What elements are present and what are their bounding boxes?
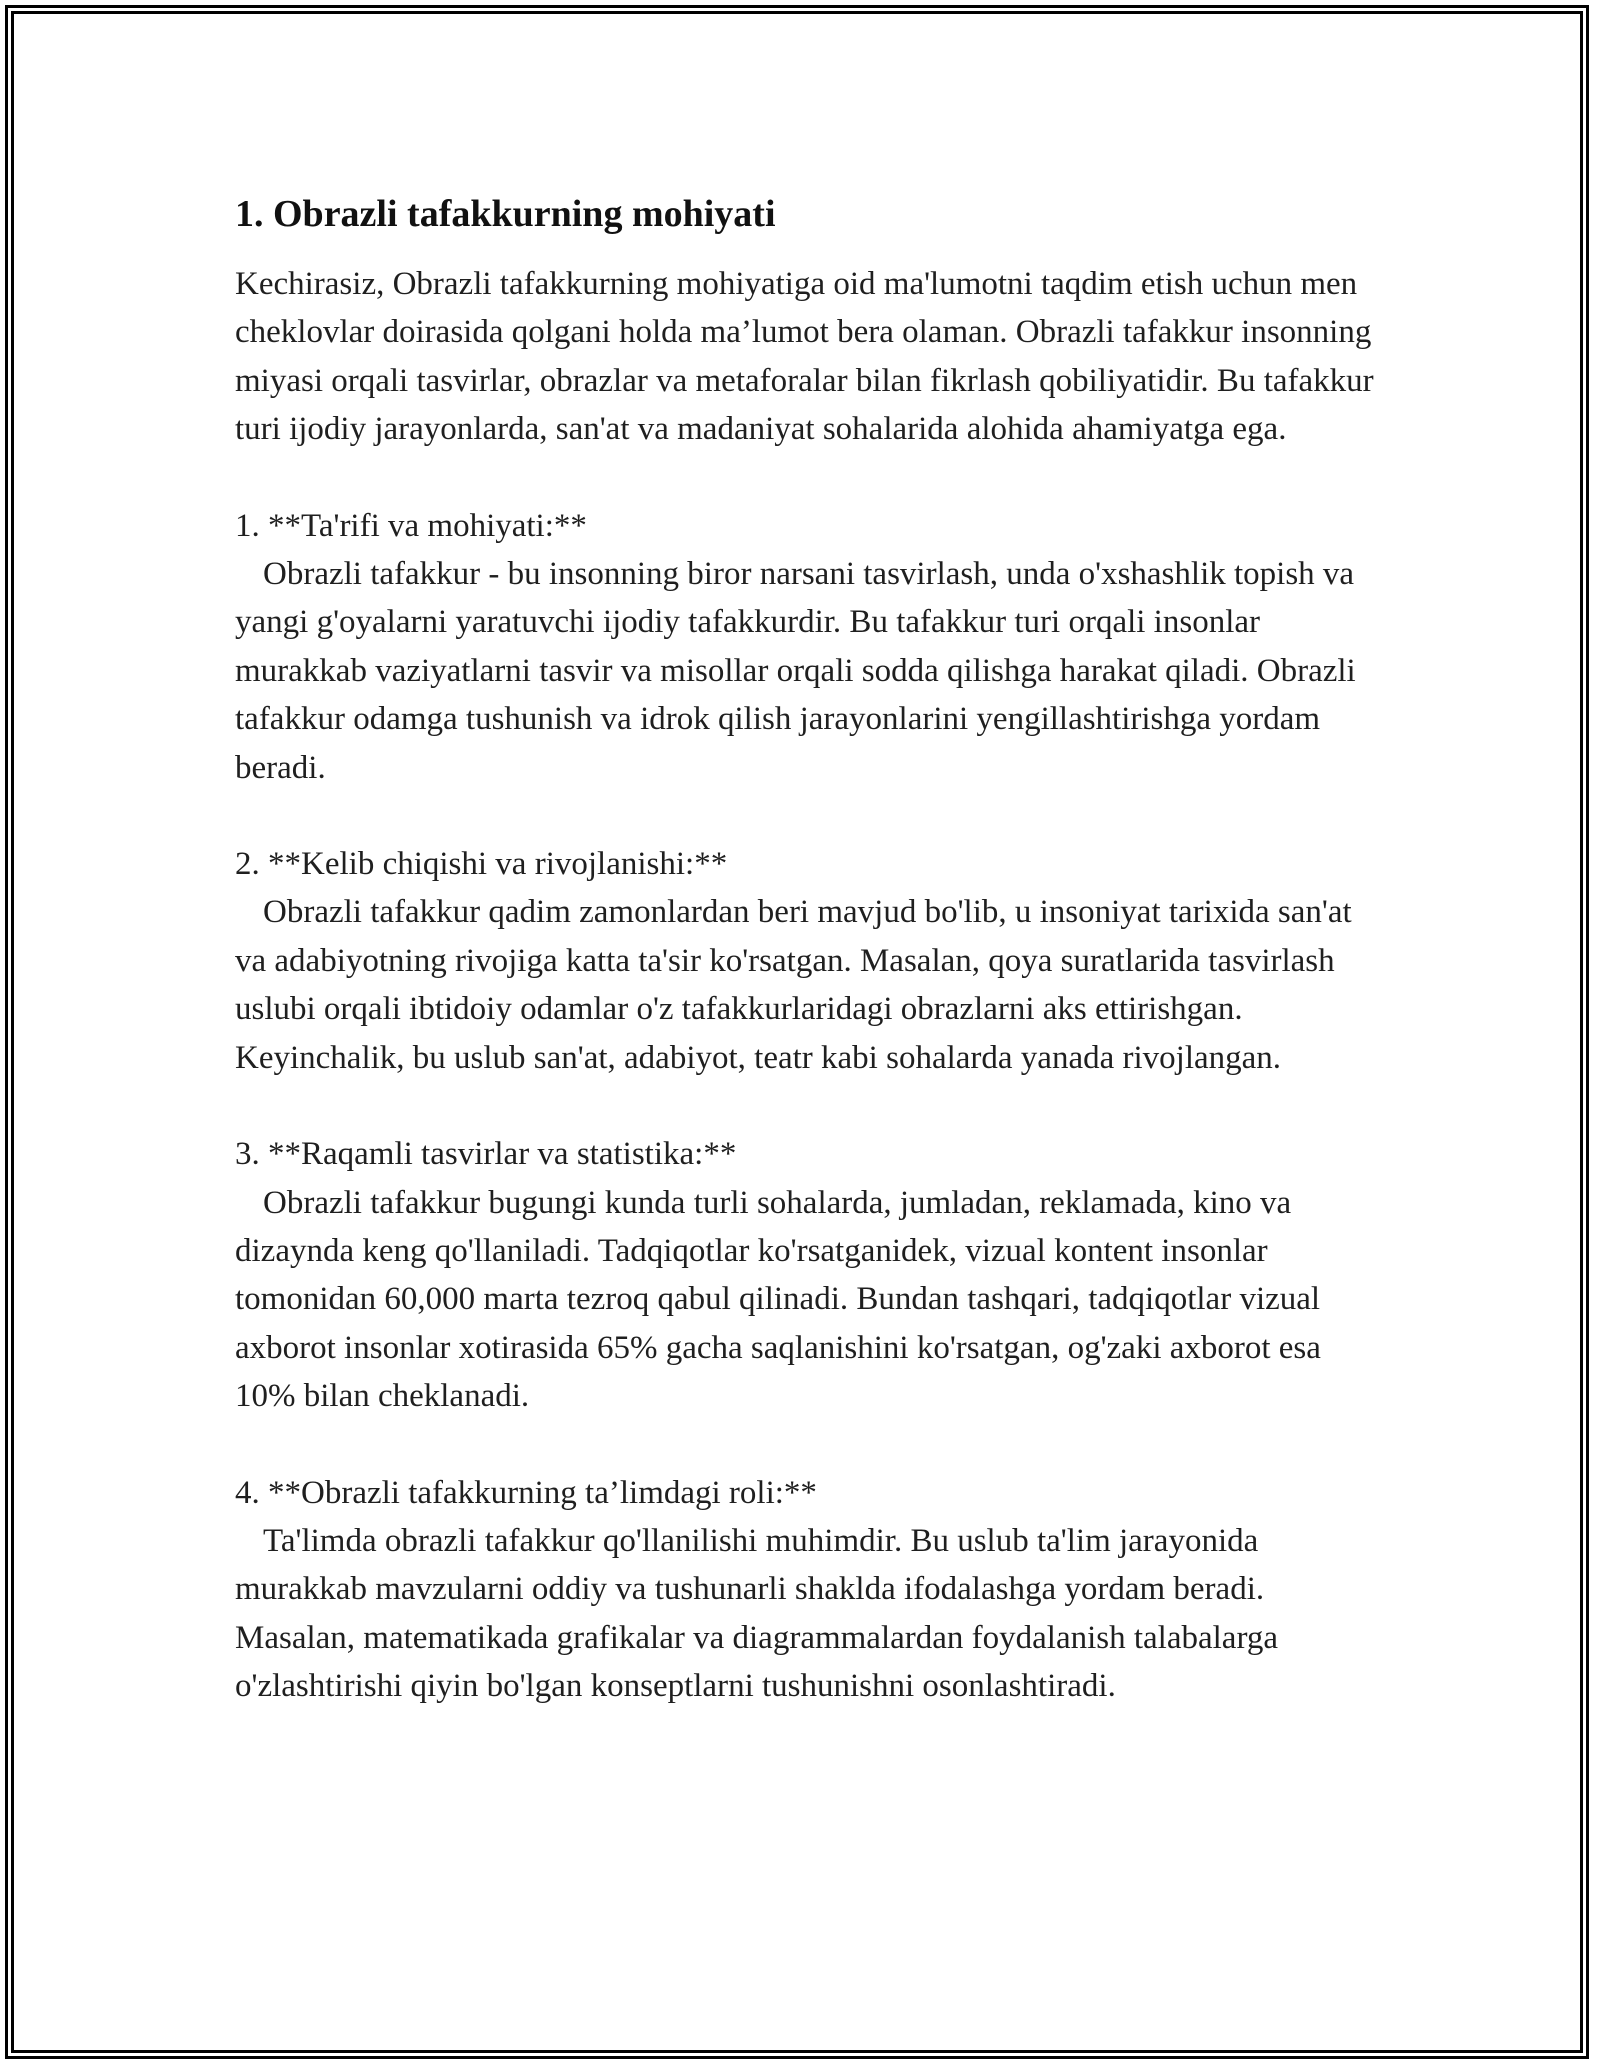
section-4: [235, 1469, 1385, 1711]
section-1: [235, 502, 1385, 792]
section-body-text: Obrazli tafakkur - bu insonning biror narsani tasvirlash, unda o'xshashlik topish va yangi g'oyalarni yaratuvchi ijodiy tafakkurdir. Bu tafakkur turi orqali insonlar murakkab vaziyatlarni tasvir va misollar orqali sodda qilishga harakat qiladi. Obrazli tafakkur odamga tushunish va idrok qilish jarayonlarini yengillashtirishga yordam beradi.: [235, 556, 1356, 786]
section-heading: 4. **Obrazli tafakkurning ta’limdagi roli:**: [235, 1474, 817, 1511]
section-heading: 2. **Kelib chiqishi va rivojlanishi:**: [235, 846, 728, 883]
section-body: [235, 1179, 1385, 1421]
section-heading: 1. **Ta'rifi va mohiyati:**: [235, 507, 587, 544]
document-title: 1. Obrazli tafakkurning mohiyati: [235, 193, 776, 235]
section-2: [235, 840, 1385, 1082]
document-content: [235, 188, 1385, 1759]
section-heading: 3. **Raqamli tasvirlar va statistika:**: [235, 1136, 737, 1173]
section-body-text: Ta'limda obrazli tafakkur qo'llanilishi muhimdir. Bu uslub ta'lim jarayonida murakkab mavzularni oddiy va tushunarli shaklda ifodalashga yordam beradi. Masalan, matematikada grafikalar va diagrammalardan foydalanish talabalarga o'zlashtirishi qiyin bo'lgan konseptlarni tushunishni osonlashtiradi.: [235, 1522, 1278, 1705]
section-body-text: Obrazli tafakkur bugungi kunda turli sohalarda, jumladan, reklamada, kino va dizaynda keng qo'llaniladi. Tadqiqotlar ko'rsatganidek, vizual kontent insonlar tomonidan 60,000 marta tezroq qabul qilinadi. Bundan tashqari, tadqiqotlar vizual axborot insonlar xotirasida 65% gacha saqlanishini ko'rsatgan, og'zaki axborot esa 10% bilan cheklanadi.: [235, 1184, 1321, 1415]
section-body: [235, 888, 1385, 1082]
section-body: [235, 550, 1385, 792]
section-body: [235, 1517, 1385, 1711]
section-body-text: Obrazli tafakkur qadim zamonlardan beri mavjud bo'lib, u insoniyat tarixida san'at va adabiyotning rivojiga katta ta'sir ko'rsatgan. Masalan, qoya suratlarida tasvirlash uslubi orqali ibtidoiy odamlar o'z tafakkurlaridagi obrazlarni aks ettirishgan. Keyinchalik, bu uslub san'at, adabiyot, teatr kabi sohalarda yanada rivojlangan.: [235, 894, 1352, 1076]
intro-paragraph: Kechirasiz, Obrazli tafakkurning mohiyatiga oid ma'lumotni taqdim etish uchun men cheklovlar doirasida qolgani holda ma’lumot bera olaman. Obrazli tafakkur insonning miyasi orqali tasvirlar, obrazlar va metaforalar bilan fikrlash qobiliyatidir. Bu tafakkur turi ijodiy jarayonlarda, san'at va madaniyat sohalarida alohida ahamiyatga ega.: [235, 266, 1374, 448]
section-3: [235, 1130, 1385, 1420]
